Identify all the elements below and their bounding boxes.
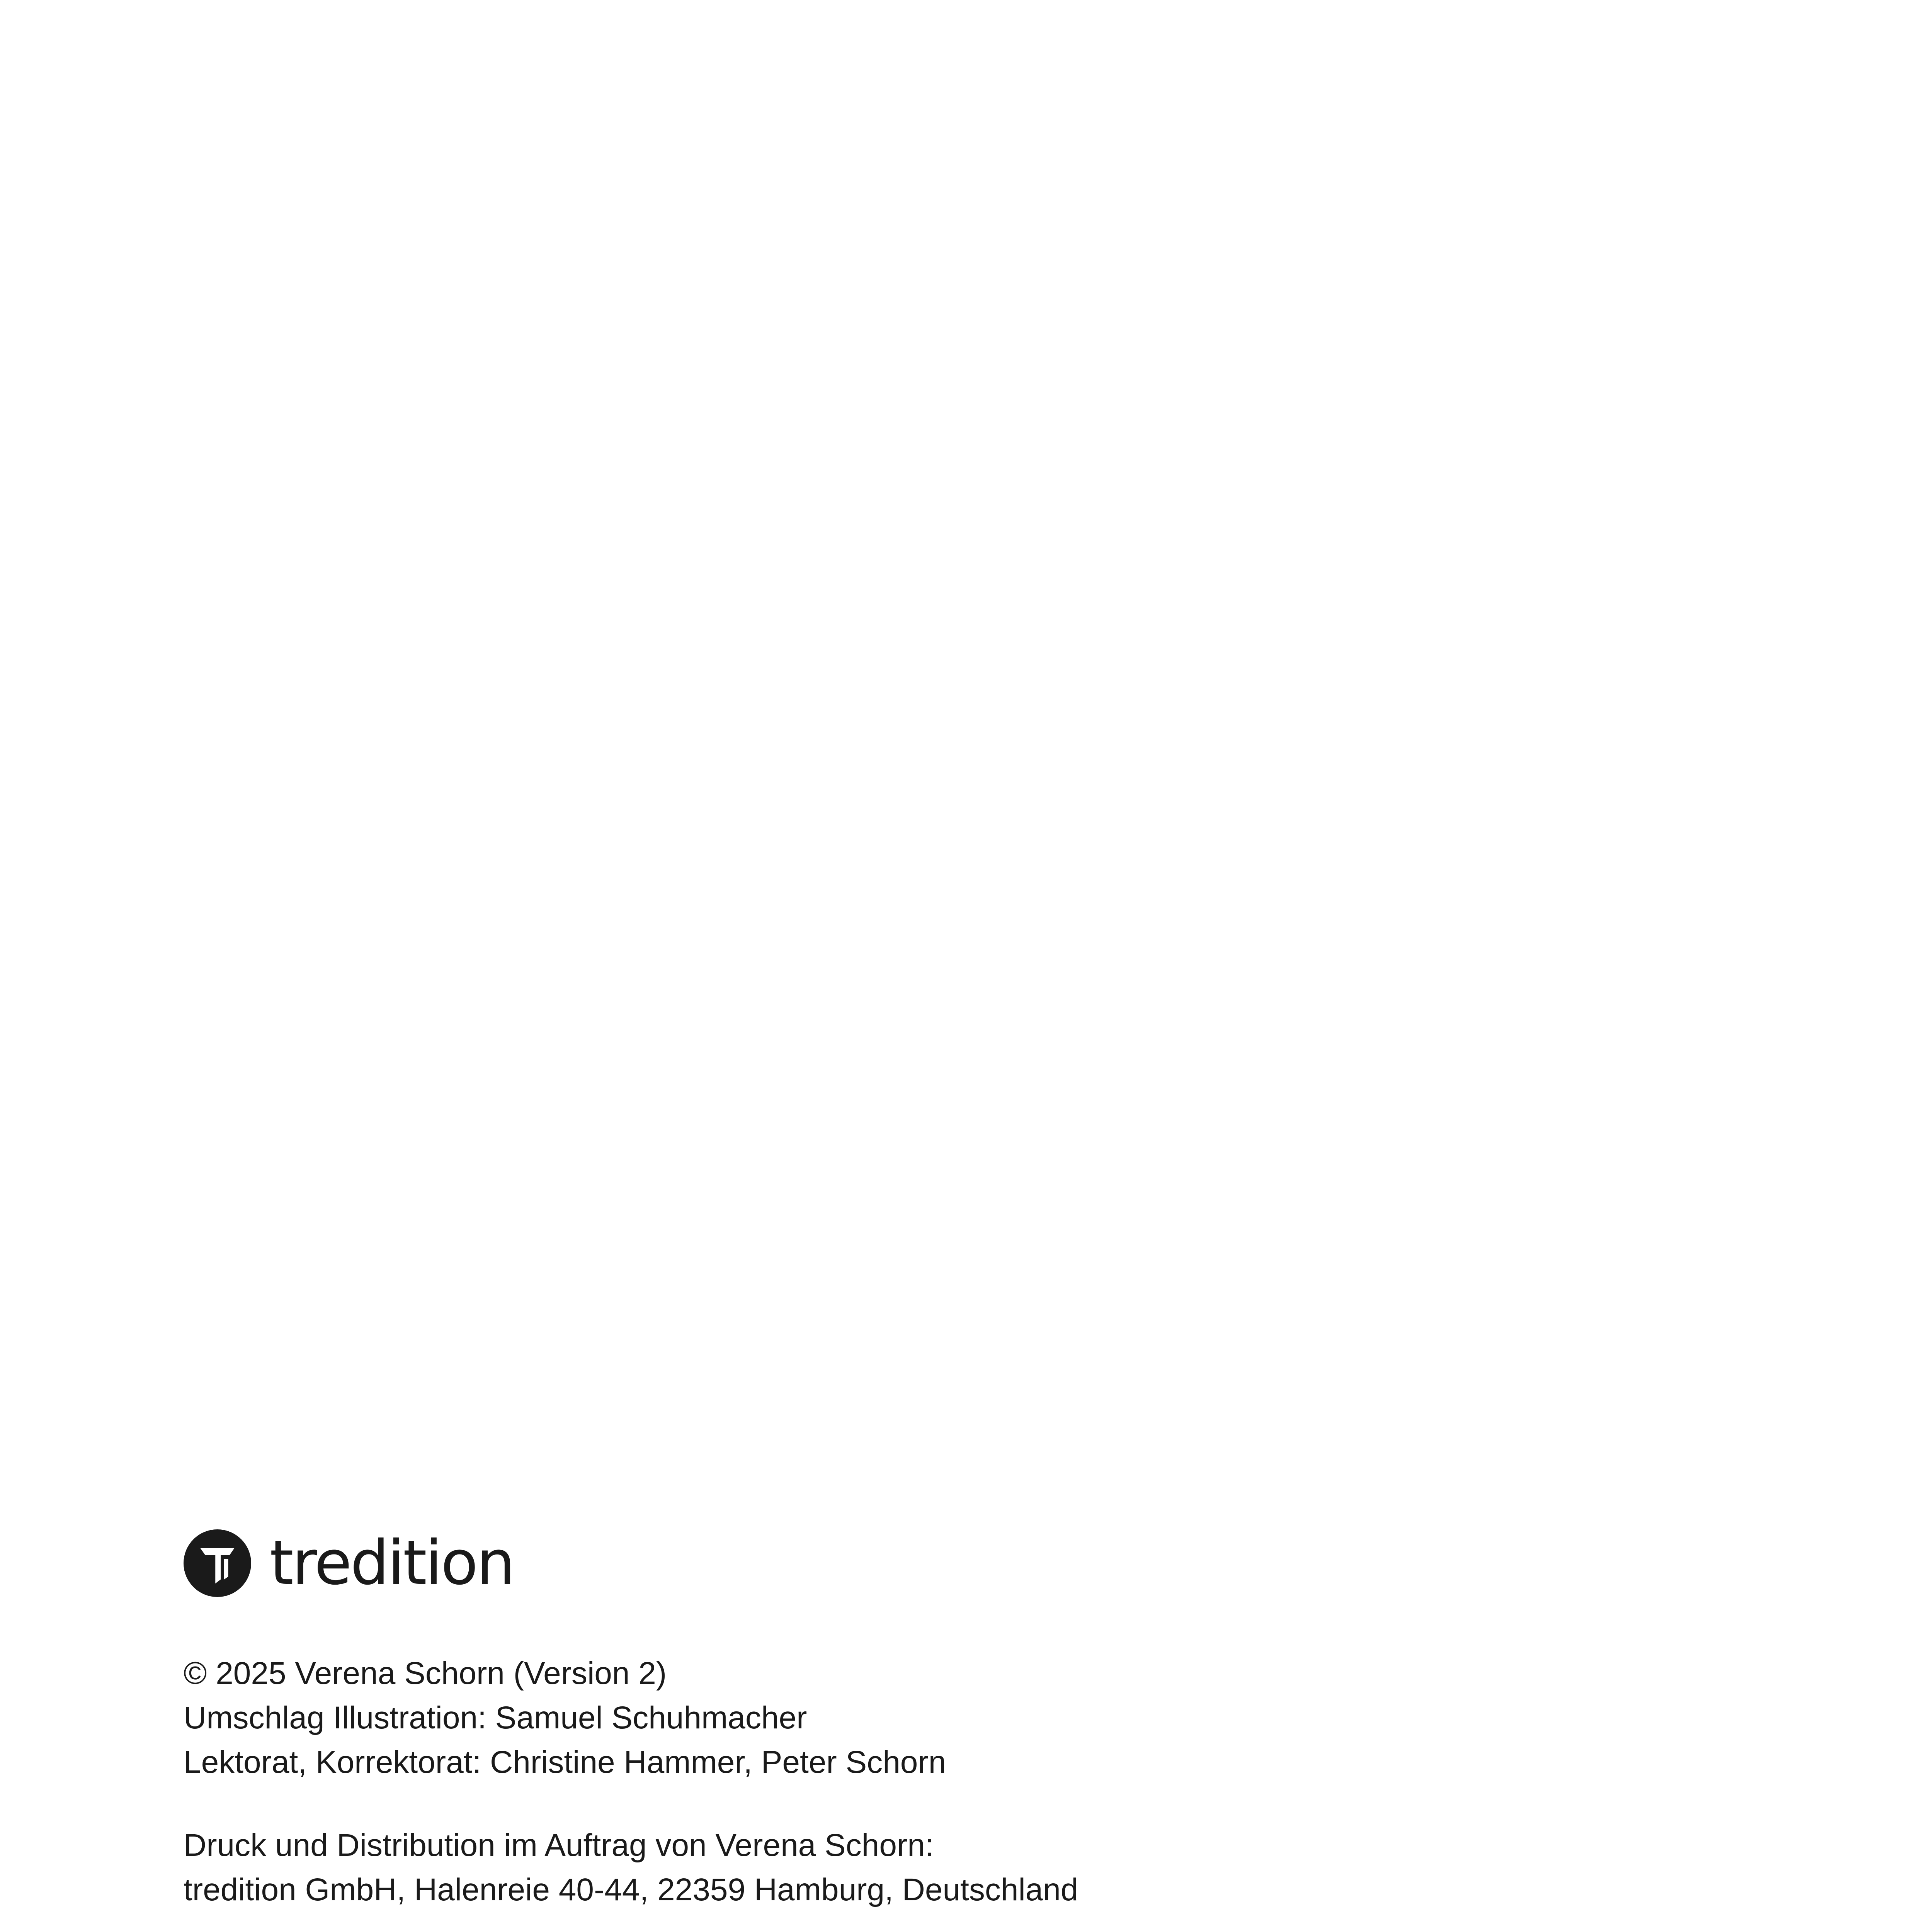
editing-line: Lektorat, Korrektorat: Christine Hammer, Peter Schorn — [184, 1745, 946, 1780]
print-line: Druck und Distribution im Auftrag von Verena Schorn: — [184, 1828, 934, 1863]
publisher-address-line: tredition GmbH, Halenreie 40-44, 22359 Hamburg, Deutschland — [184, 1872, 1078, 1907]
copyright-line: © 2025 Verena Schorn (Version 2) — [184, 1656, 667, 1691]
imprint-block — [184, 1526, 1791, 1932]
logo-wordmark: tredition — [270, 1527, 514, 1599]
credits-block — [184, 1651, 1791, 1784]
cover-illustration-line: Umschlag Illustration: Samuel Schuhmacher — [184, 1700, 807, 1735]
tredition-logo-icon — [184, 1529, 251, 1597]
print-distribution-block — [184, 1823, 1791, 1912]
publisher-logo — [184, 1526, 1791, 1600]
